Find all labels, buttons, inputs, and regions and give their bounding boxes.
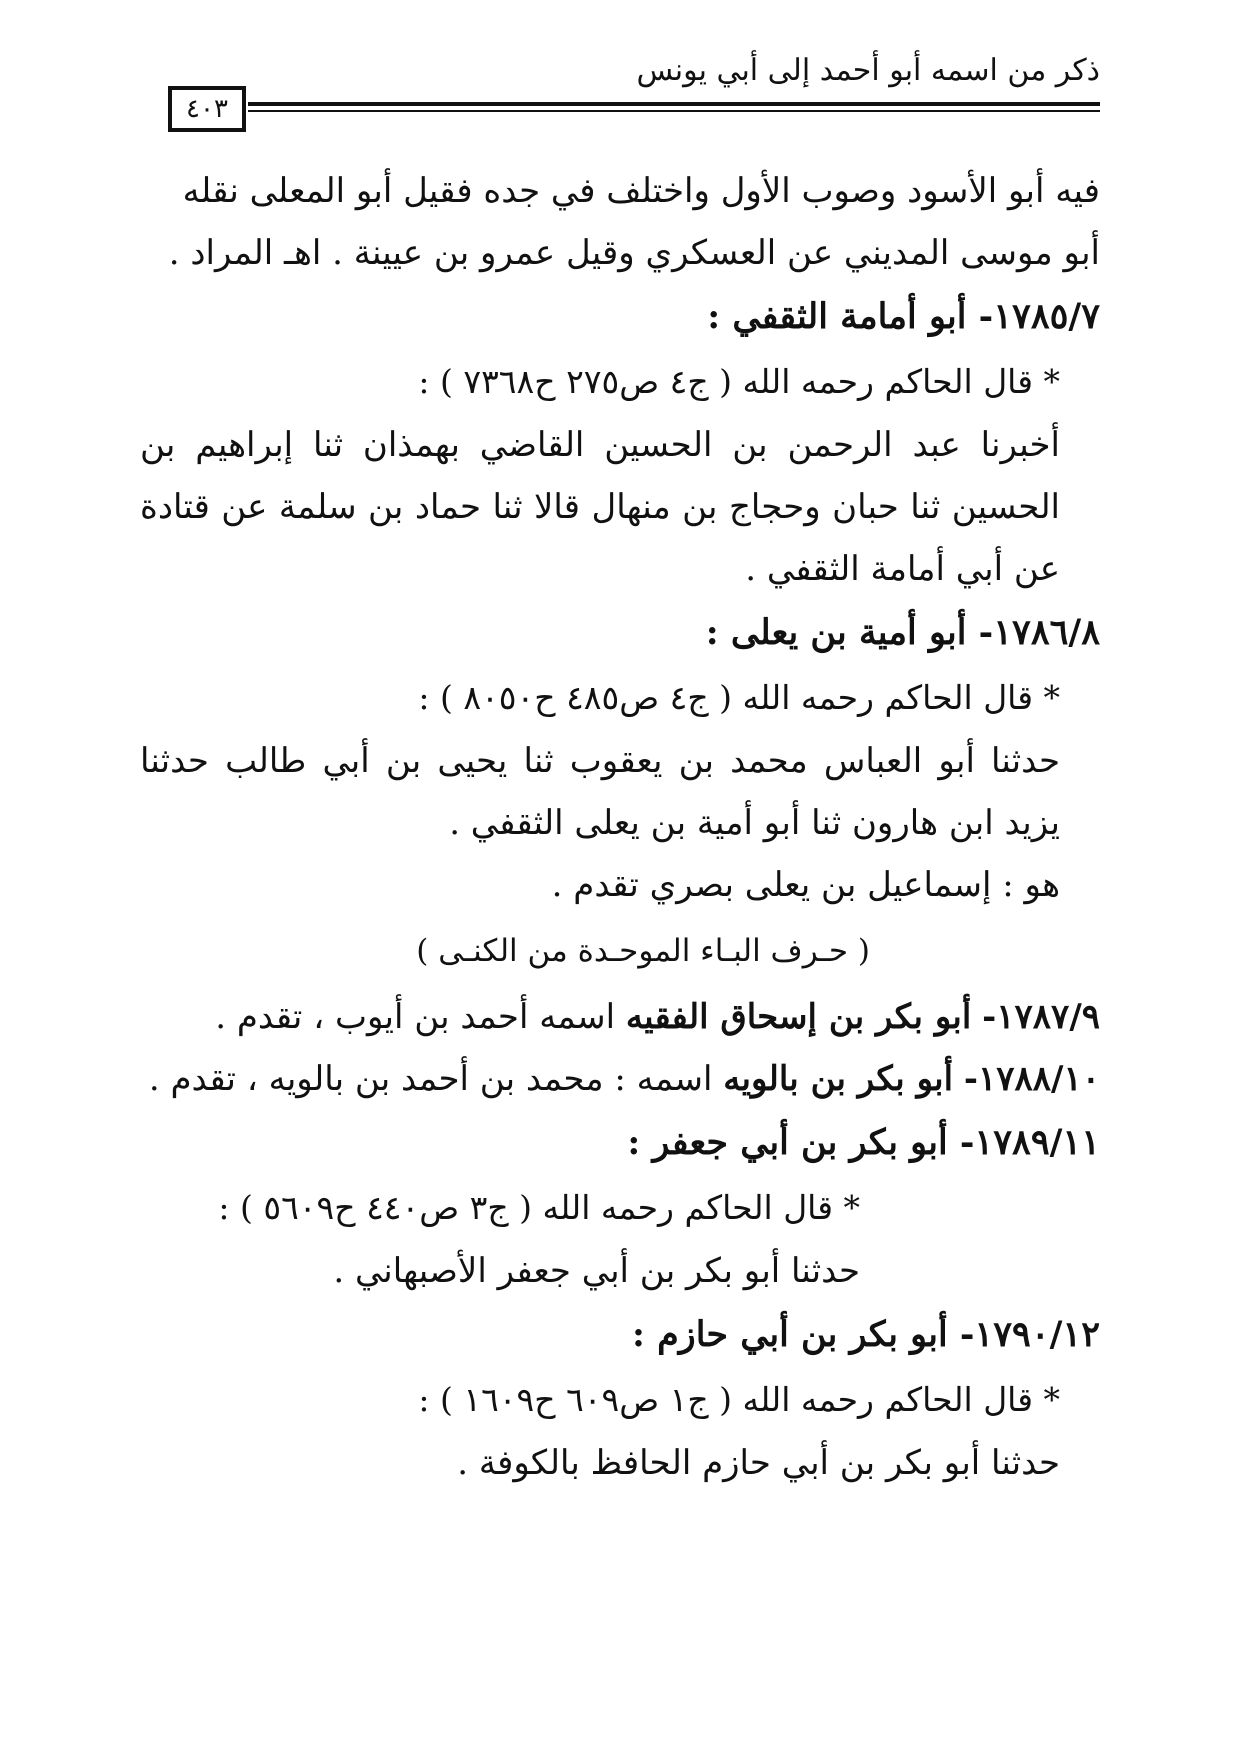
entry-heading-1785: ١٧٨٥/٧- أبو أمامة الثقفي :	[707, 296, 1100, 337]
intro-line-1: فيه أبو الأسود وصوب الأول واختلف في جده فقيل أبو المعلى نقله	[182, 171, 1100, 211]
entry-text-1790: حدثنا أبو بكر بن أبي حازم الحافظ بالكوفة .	[457, 1443, 1060, 1483]
citation-1789: * قال الحاكم رحمه الله ( ج٣ ص٤٤٠ ح٥٦٠٩ ) :	[218, 1188, 860, 1227]
page-body	[140, 160, 1100, 1494]
entry-note-1786: هو : إسماعيل بن يعلى بصري تقدم .	[551, 865, 1060, 905]
section-title: ( حـرف البـاء الموحـدة من الكنـى )	[416, 933, 870, 969]
intro-line-2: أبو موسى المديني عن العسكري وقيل عمرو بن عيينة . اهـ المراد .	[168, 233, 1100, 273]
citation-1790: * قال الحاكم رحمه الله ( ج١ ص٦٠٩ ح١٦٠٩ ) :	[418, 1380, 1060, 1419]
running-title: ذكر من اسمه أبو أحمد إلى أبي يونس	[636, 53, 1100, 88]
entry-text-1786: حدثنا أبو العباس محمد بن يعقوب ثنا يحيى بن أبي طالب حدثنا يزيد ابن هارون ثنا أبو أمية بن يعلى الثقفي .	[140, 741, 1060, 843]
entry-heading-1786: ١٧٨٦/٨- أبو أمية بن يعلى :	[705, 612, 1100, 653]
entry-rest-1788: اسمه : محمد بن أحمد بن بالويه ، تقدم .	[148, 1059, 713, 1099]
entry-1787	[140, 986, 1100, 1048]
entry-text-1789: حدثنا أبو بكر بن أبي جعفر الأصبهاني .	[333, 1251, 860, 1291]
entry-rest-1787: اسمه أحمد بن أيوب ، تقدم .	[215, 997, 616, 1037]
entry-number-1788: ١٧٨٨/١٠-	[963, 1059, 1100, 1099]
citation-1786: * قال الحاكم رحمه الله ( ج٤ ص٤٨٥ ح٨٠٥٠ ) :	[418, 678, 1060, 717]
entry-name-1788: أبو بكر بن بالويه	[723, 1059, 954, 1099]
entry-text-1785: أخبرنا عبد الرحمن بن الحسين القاضي بهمذان ثنا إبراهيم بن الحسين ثنا حبان وحجاج بن منهال قالا ثنا حماد بن سلمة عن قتادة عن أبي أمامة الثقفي .	[140, 425, 1060, 589]
entry-heading-1790: ١٧٩٠/١٢- أبو بكر بن أبي حازم :	[632, 1314, 1100, 1355]
citation-1785: * قال الحاكم رحمه الله ( ج٤ ص٢٧٥ ح٧٣٦٨ ) :	[418, 362, 1060, 401]
entry-number-1787: ١٧٨٧/٩-	[982, 997, 1100, 1037]
entry-1788	[140, 1048, 1100, 1110]
page-number: ٤٠٣	[168, 86, 246, 132]
header-rule	[248, 102, 1100, 116]
entry-name-1787: أبو بكر بن إسحاق الفقيه	[625, 997, 972, 1037]
entry-heading-1789: ١٧٨٩/١١- أبو بكر بن أبي جعفر :	[627, 1122, 1100, 1163]
